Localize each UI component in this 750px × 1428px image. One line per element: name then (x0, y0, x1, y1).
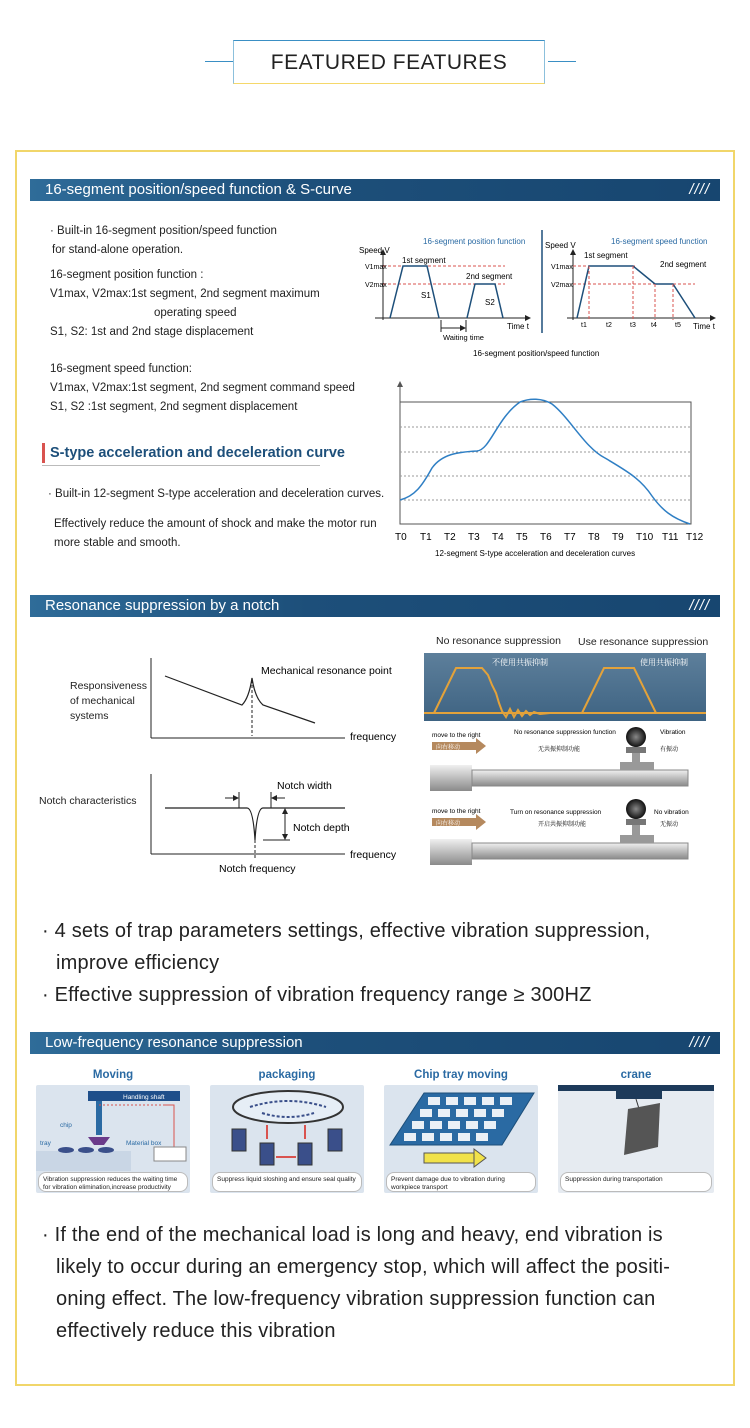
title-line-left (205, 61, 233, 62)
tick-label: T10 (636, 532, 654, 543)
tick-label: T7 (564, 532, 576, 543)
seg1-label: 1st segment (402, 256, 446, 265)
s1-line: 16-segment position function : (50, 269, 204, 281)
s3-para: likely to occur during an emergency stop, which will affect the positi- (56, 1256, 671, 1278)
seg2-label: 2nd segment (466, 272, 513, 281)
s1-line: V1max, V2max:1st segment, 2nd segment maximum (50, 288, 320, 300)
section-bar-2 (30, 595, 720, 617)
s1-line: · Built-in 16-segment position/speed function (50, 225, 277, 237)
page-title: FEATURED FEATURES (233, 40, 545, 84)
s3-para: effectively reduce this vibration (56, 1320, 336, 1342)
card-caption: Suppress liquid sloshing and ensure seal quality (212, 1172, 362, 1192)
s1-line: S1, S2 :1st segment, 2nd segment displacement (50, 401, 298, 413)
cn-vib: 有振动 (660, 746, 679, 753)
section-title: 16-segment position/speed function & S-curve (45, 181, 352, 198)
s2-bullet: improve efficiency (56, 952, 220, 974)
tick-label: T9 (612, 532, 624, 543)
t2-label: t2 (606, 322, 612, 329)
s1-line: for stand-alone operation. (52, 244, 184, 256)
scurve-line: · Built-in 12-segment S-type acceleration and deceleration curves. (48, 488, 385, 500)
t3-label: t3 (630, 322, 636, 329)
no-res-title: No resonance suppression (436, 635, 561, 647)
v1-label-right: V1max (551, 264, 573, 271)
slashes: //// (689, 1034, 710, 1051)
cn-use-res: 使用共振抑制 (640, 658, 688, 667)
s3-para: oning effect. The low-frequency vibration suppression function can (56, 1288, 656, 1310)
tick-label: T3 (468, 532, 480, 543)
s2-bullet: · 4 sets of trap parameters settings, effective vibration suppression, (42, 920, 651, 942)
seg2-label-right: 2nd segment (660, 260, 707, 269)
cn-turn-on: 开启共振抑制功能 (538, 821, 587, 828)
mech-resonance-label: Mechanical resonance point (261, 665, 392, 677)
notch-characteristics-label: Notch characteristics (39, 795, 137, 807)
use-res-title: Use resonance suppression (578, 636, 709, 648)
responsiveness-label: Responsiveness of mechanical systems (70, 680, 148, 722)
card-caption: Suppression during transportation (560, 1172, 712, 1192)
resonance-waveform (424, 653, 706, 721)
slashes: //// (689, 597, 710, 614)
card-caption: Prevent damage due to vibration during workpiece transport (386, 1172, 536, 1192)
section-title: Low-frequency resonance suppression (45, 1034, 303, 1051)
s2-bullet: · Effective suppression of vibration frequency range ≥ 300HZ (42, 984, 592, 1006)
divider (42, 465, 320, 466)
card-title: crane (620, 1069, 652, 1081)
scurve-line: more stable and smooth. (54, 537, 181, 549)
card-title: Moving (92, 1069, 134, 1081)
vibration-label: Vibration (660, 729, 686, 736)
card-title: Chip tray moving (414, 1069, 508, 1081)
segment-function-diagram (355, 228, 725, 363)
card-caption: Vibration suppression reduces the waiting time for vibration elimination,increase productivity (38, 1172, 188, 1192)
time-label: Time t (507, 322, 529, 331)
tick-label: T2 (444, 532, 456, 543)
v2-label-right: V2max (551, 282, 573, 289)
s1-line: operating speed (154, 307, 237, 319)
section-bar-3 (30, 1032, 720, 1054)
handling-shaft-label: Handling shaft (123, 1094, 165, 1101)
scurve-line: Effectively reduce the amount of shock and make the motor run (54, 518, 377, 530)
section-title: Resonance suppression by a notch (45, 597, 280, 614)
time-label-right: Time t (693, 322, 715, 331)
no-res-func-label: No resonance suppression function (514, 729, 616, 736)
card-title: packaging (258, 1069, 316, 1081)
seg1-label-right: 1st segment (584, 251, 628, 260)
cn-move: 向右移动 (436, 820, 461, 827)
notch-frequency-label: Notch frequency (219, 863, 296, 875)
scurve-subheading: S-type acceleration and deceleration curve (42, 443, 345, 463)
diagram-caption: 16-segment position/speed function (473, 349, 600, 358)
right-diagram-title: 16-segment speed function (611, 237, 708, 246)
slashes: //// (689, 181, 710, 198)
v2-label: V2max (365, 282, 387, 289)
waiting-label: Waiting time (443, 333, 484, 342)
s-curve-chart (380, 378, 720, 563)
s1-line: 16-segment speed function: (50, 363, 192, 375)
t1-label: t1 (581, 322, 587, 329)
tick-label: T6 (540, 532, 552, 543)
move-right-label: move to the right (432, 732, 481, 739)
motion-illustration (430, 725, 710, 870)
tick-label: T4 (492, 532, 504, 543)
move-right-label: move to the right (432, 808, 481, 815)
tick-label: T5 (516, 532, 528, 543)
notch-depth-label: Notch depth (293, 822, 350, 834)
tick-label: T0 (395, 532, 407, 543)
left-diagram-title: 16-segment position function (423, 237, 526, 246)
t5-label: t5 (675, 322, 681, 329)
speed-label-right: Speed V (545, 241, 576, 250)
speed-label: Speed V (359, 246, 390, 255)
cn-no-vib: 无振动 (660, 821, 679, 828)
s2-label: S2 (485, 298, 495, 307)
material-box-label: Material box (126, 1140, 162, 1147)
frequency-label: frequency (350, 731, 397, 743)
tick-label: T1 (420, 532, 432, 543)
tick-label: T12 (686, 532, 704, 543)
tray-label: tray (40, 1140, 51, 1147)
notch-width-label: Notch width (277, 780, 332, 792)
cn-move: 向右移动 (436, 744, 461, 751)
t4-label: t4 (651, 322, 657, 329)
s1-line: V1max, V2max:1st segment, 2nd segment command speed (50, 382, 355, 394)
cn-no-func: 无共振抑制功能 (538, 746, 581, 753)
cn-no-res: 不使用共振抑制 (492, 658, 548, 667)
chart-caption: 12-segment S-type acceleration and deceleration curves (435, 549, 636, 558)
turn-on-label: Turn on resonance suppression (510, 809, 602, 816)
tick-label: T11 (662, 532, 679, 543)
title-line-right (548, 61, 576, 62)
s3-para: · If the end of the mechanical load is long and heavy, end vibration is (42, 1224, 663, 1246)
chip-label: chip (60, 1122, 72, 1129)
tick-label: T8 (588, 532, 600, 543)
s1-label: S1 (421, 291, 431, 300)
v1-label: V1max (365, 264, 387, 271)
notch-diagram (145, 650, 415, 880)
frequency-label: frequency (350, 849, 397, 861)
s1-line: S1, S2: 1st and 2nd stage displacement (50, 326, 254, 338)
no-vibration-label: No vibration (654, 809, 689, 816)
section-bar-1 (30, 179, 720, 201)
